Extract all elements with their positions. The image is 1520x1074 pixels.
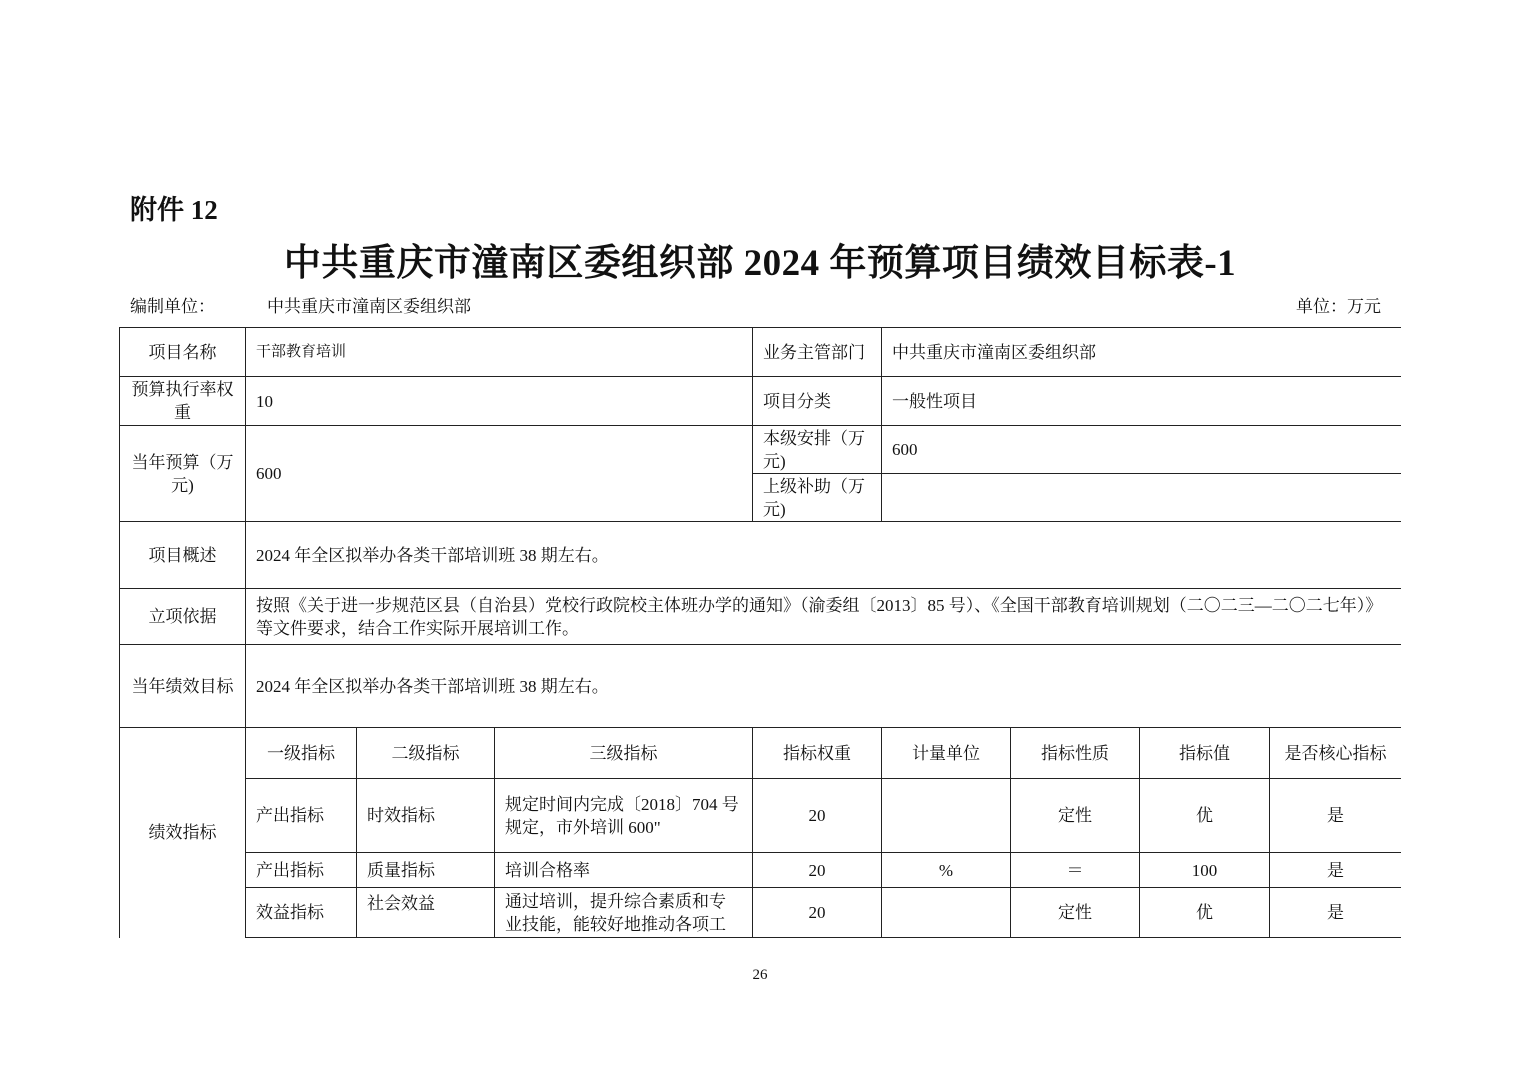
dept-value: 中共重庆市潼南区委组织部: [882, 328, 1401, 377]
perf-header-cell: 二级指标: [357, 728, 495, 779]
table-cell: 20: [753, 888, 882, 938]
table-row: [120, 853, 1402, 888]
category-value: 一般性项目: [882, 377, 1401, 426]
table-row: [120, 328, 1402, 377]
table-row: [120, 779, 1402, 853]
table-cell: 通过培训，提升综合素质和专业技能，能较好地推动各项工: [495, 888, 753, 938]
perf-header-row: [120, 728, 1402, 779]
basis-value: 按照《关于进一步规范区县（自治县）党校行政院校主体班办学的通知》（渝委组〔2013〕85 号）、《全国干部教育培训规划（二〇二三—二〇二七年）》等文件要求，结合工作实际开展培训工作。: [246, 589, 1402, 645]
table-cell: 时效指标: [357, 779, 495, 853]
table-row: [120, 522, 1402, 589]
attachment-label: 附件 12: [130, 195, 218, 225]
table-cell: 质量指标: [357, 853, 495, 888]
perf-header-cell: 指标值: [1140, 728, 1270, 779]
table-row: [120, 426, 1402, 474]
perf-label: 绩效指标: [120, 728, 246, 938]
compiler-value: 中共重庆市潼南区委组织部: [267, 297, 471, 316]
project-name-value: 干部教育培训: [246, 328, 753, 377]
table-cell: 优: [1140, 888, 1270, 938]
table-cell: [882, 888, 1011, 938]
budget-label: 当年预算（万元): [120, 426, 246, 522]
overview-value: 2024 年全区拟举办各类干部培训班 38 期左右。: [246, 522, 1402, 589]
perf-header-cell: 指标性质: [1011, 728, 1140, 779]
table-cell: 20: [753, 779, 882, 853]
table-row: [120, 589, 1402, 645]
unit-label: 单位：万元: [1296, 297, 1381, 316]
table-cell: [882, 779, 1011, 853]
exec-rate-label: 预算执行率权重: [120, 377, 246, 426]
table-cell: 规定时间内完成〔2018〕704 号规定，市外培训 600": [495, 779, 753, 853]
table-row: [120, 888, 1402, 938]
table-cell: 定性: [1011, 779, 1140, 853]
category-label: 项目分类: [753, 377, 882, 426]
local-value: 600: [882, 426, 1401, 474]
performance-target-table-wrapper: [119, 327, 1401, 939]
compiler-line: [130, 292, 471, 317]
table-cell: 是: [1270, 853, 1401, 888]
perf-header-cell: 指标权重: [753, 728, 882, 779]
upper-label: 上级补助（万元): [753, 474, 882, 522]
table-cell: 产出指标: [246, 853, 357, 888]
perf-header-cell: 计量单位: [882, 728, 1011, 779]
page-title: 中共重庆市潼南区委组织部 2024 年预算项目绩效目标表-1: [283, 243, 1237, 284]
table-cell: 优: [1140, 779, 1270, 853]
page-number: 26: [752, 967, 768, 983]
table-cell: 社会效益: [357, 888, 495, 938]
table-cell: 效益指标: [246, 888, 357, 938]
table-cell: 是: [1270, 779, 1401, 853]
local-label: 本级安排（万元): [753, 426, 882, 474]
table-cell: ＝: [1011, 853, 1140, 888]
compiler-label: 编制单位：: [130, 297, 215, 316]
basis-label: 立项依据: [120, 589, 246, 645]
table-row: [120, 645, 1402, 728]
table-row: [120, 377, 1402, 426]
table-cell: 100: [1140, 853, 1270, 888]
dept-label: 业务主管部门: [753, 328, 882, 377]
table-cell: 培训合格率: [495, 853, 753, 888]
exec-rate-value: 10: [246, 377, 753, 426]
table-cell: 定性: [1011, 888, 1140, 938]
overview-label: 项目概述: [120, 522, 246, 589]
table-cell: 产出指标: [246, 779, 357, 853]
table-cell: %: [882, 853, 1011, 888]
perf-header-cell: 是否核心指标: [1270, 728, 1401, 779]
goal-value: 2024 年全区拟举办各类干部培训班 38 期左右。: [246, 645, 1402, 728]
table-cell: 20: [753, 853, 882, 888]
goal-label: 当年绩效目标: [120, 645, 246, 728]
perf-header-cell: 一级指标: [246, 728, 357, 779]
performance-target-table: [119, 327, 1401, 938]
upper-value: [882, 474, 1401, 522]
perf-header-cell: 三级指标: [495, 728, 753, 779]
project-name-label: 项目名称: [120, 328, 246, 377]
table-cell: 是: [1270, 888, 1401, 938]
budget-value: 600: [246, 426, 753, 522]
